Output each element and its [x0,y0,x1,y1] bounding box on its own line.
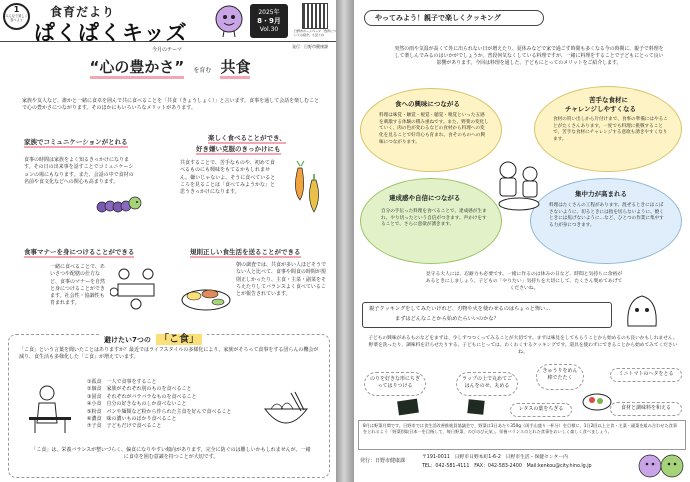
section-manners-text: 一緒に食べることで、あいさつや配膳の仕方など、食事のマナーを自然と身につけることができます。社会性・協調性も育まれます。 [50,264,106,307]
theme-heading [70,56,270,77]
bubble-text: 料理はたくさんの工程があります。混ぜるときにはこぼさないように、切るときには指を切らないように、焼くときには焦げないように…など、ひとつの作業に集中する力が身につきます。 [549,203,664,228]
advice-text: 子どもの興味があるものなどをまずは、少しずつつくってみることが大切です。まずは味見をしてもらうことから始めるのも良いかもしれません。野菜を洗ったり、調味料を計らせたりする、子どもにとっては、わくわくするクッキングです。道具を使わずにできることから始めてみてくださいね。 [368,336,678,355]
list-item-desc: 子どもだけで食べること [106,423,162,430]
idea-text: のりを好きな形にちぎってはりつける [369,376,420,390]
idea-bubble-4 [610,368,682,382]
bubble-title: 達成感や自信につながる [389,194,461,202]
ramen-illustration [261,391,311,435]
list-item-key: ⑤粉食 [87,408,102,415]
idea-text: 食材と調味料を和える [620,405,671,411]
bubble-title-2: チャレンジしやすくなる [565,105,636,113]
mascot-icon [214,4,244,38]
section-enjoy-title-2: 好き嫌い克服のきっかけにも [196,145,281,153]
idea-text: ラップの上で丸めてごはんをのせ、丸める [462,376,512,390]
badge-text: みんなで楽しく [5,14,28,18]
list-item-key: ②個食 [87,386,102,393]
footer-characters-icon [636,448,686,478]
section-family-title: 家族でコミュニケーションがとれる [24,138,128,146]
bubble-text: 食材の買い出しから片付けまで、食事の準備にはやることがたくさんあります。一度でも料理に挑戦することで、苦手な食材にチャレンジする意欲も湧きやすくなります。 [553,117,668,142]
person-eating-illustration [27,383,73,433]
list-item-desc: パンや麺類など粉から作られた主食を好んで食べること [106,408,232,415]
section-enjoy-title-1: 楽しく食べることができ、 [208,134,286,142]
idea-text: きゅうりをめん棒でたたく [542,368,578,382]
page2-title: やってみよう！親子で楽しくクッキング [364,10,544,26]
koshoku-title-main: 「こ食」 [156,334,202,345]
issue-year: 2025年 [258,9,280,16]
issue-volume: Vol.30 [259,26,279,33]
newsletter-page-1 [0,0,336,482]
footer-publisher: 発行：日野市健康課 [360,458,406,464]
idea-bubble-6 [610,402,682,416]
kids-cooking-illustration [494,150,544,212]
idea-bubble-2 [456,372,518,396]
book-gutter [336,0,354,482]
intro-text: 家族や友人など、誰かと一緒に食卓を囲んで共に食べることを「共食（きょうしょく）」と言います。食事を通して会話を楽しむことで心の豊かさにつながります。そのほかにもいろいろなメリットがあります。 [22,98,320,112]
list-item-key: ③固食 [87,393,102,400]
section-regular-text: 朝の調査では、共食が多い人ほどそうでない人と比べて、食事や間食の時間が規則正しかったり、主食・主菜・副菜をそろえたりしてバランスよく食べていることが報告されています。 [236,262,327,297]
speech-line-2: まずはどんなことから始めたらいいのかな？ [395,316,499,322]
idea-bubble-5 [510,403,572,417]
list-item [87,401,247,408]
bubble-focus [530,178,682,264]
koshoku-list [87,379,247,431]
list-item-key: ⑥濃食 [87,416,102,423]
badge-number: 1 [13,5,20,14]
list-item-desc: 自分の好きなものしか食べないこと [106,401,187,408]
qr-caption: 日野市ホームページ「食育についての紹介」も見てね [294,29,336,37]
bubble-challenge [534,86,682,172]
list-item-desc: 味の濃いものばかり食べること [106,416,177,423]
bubble-title: 集中力が高まれる [575,190,627,198]
seaweed-illustration [397,399,419,416]
list-item-desc: それぞれがバラバラなものを食べること [106,393,197,400]
header-title: ぱくぱくキッズ [34,21,188,45]
list-item-key: ①孤食 [87,379,102,385]
list-item-key: ⑦子食 [87,423,102,430]
bubble-title: 食への興味につながる [395,100,460,108]
seaweed-illustration-2 [467,399,484,415]
list-item [87,386,247,393]
theme-label: 今月のテーマ [152,47,183,53]
section-family-text: 食事の時間は家族をよく知るきっかけになります。その日の出来事を話すことでコミュニケーションの場にもなります。また、会話の中で食材の名前や食文化などへの関心も高まります。 [24,157,134,185]
issue-info-box [250,4,288,38]
idea-text: レタスの葉をちぎる [518,406,564,412]
idea-bubble-1 [364,372,426,396]
bubble-text: 料理は味覚・触覚・視覚・聴覚・嗅覚といった五感を刺激する体験の積み重ねです。また、野菜の変化していく、肉の色が変わるなどの食材から料理への変化を見ることで好奇心も育まれ、食そのものへの興味につながります。 [379,113,489,145]
idea-bubble-3 [536,364,584,390]
theme-mid: を育む [193,67,212,74]
footer-address: 〒191-0011 日野市日野本町1-6-2 日野市生活・保健センター内 [422,455,568,460]
koshoku-box [8,334,330,478]
bubble-interest [360,88,502,172]
note-box: 8月は野菜月間です。日野市では食生活改善推進員協議会で、野菜は1日あたり350g（両手山盛り一杯分）を目標に、1日2回以上主食・主菜・副菜を組み合わせた食事をとれるよう「野菜摂取日本一を目指して、毎日野菜、のびのび元気」。栄養バランスのとれた食事をおいしく楽しく食べましょう。 [358,420,686,450]
bubble-text: 自分の手伝った料理を食べることで、達成感が生まれ、やり切ったという自信がつきます。声かけをすることで、さらに意欲が湧きます。 [381,209,487,228]
ghost-character-icon [620,290,664,328]
newsletter-page-2 [354,0,690,482]
header-publisher: 発行：日野市健康課 [292,44,328,49]
speech-box [362,302,612,328]
page2-intro: 突然の雨や気温が高くて外に出られない日が増えたり、夏休みなどで家で過ごす時間も多くなる今の時期に、親子で料理をして楽しんでみるのはいかがでしょうか。普段何気なくしている料理ですが、一緒に料理をすることで子どもにとって良い影響があります。今回は料理を通した、子どもにとってのメリットをご紹介します。 [394,46,664,67]
speech-line-1: 親子クッキングをしてみたいけれど、刃物や火を使わせるのはちょっと怖い… [369,306,551,312]
veggie-plate-illustration [582,388,612,412]
theme-main: “心の豊かさ” [90,58,185,79]
issue-month: 8・9月 [257,17,281,25]
badge-text-2: 食べよう [10,18,23,22]
header-rule [0,41,336,42]
family-table-illustration [110,262,162,312]
bubble-title: 苦手な食材に [589,96,628,104]
issue-badge [3,3,30,30]
list-item-desc: 家族がそれぞれ別のものを食べること [106,386,192,393]
qr-code-icon[interactable] [302,3,328,29]
section-enjoy-text: 共食することで、苦手なものや、初めて食べるものにも興味をもてるかもしれません。嫌いじゃないよ、そうに食べているところを見ることは「食べてみようかな」と思うきっかけになります。 [180,160,276,195]
bubble-confidence [360,178,502,264]
section-manners-title: 食事マナーを身につけることができる [24,248,135,256]
theme-end: 共食 [220,58,250,79]
header-subtitle: 食育だより [50,5,116,19]
idea-text: ミニトマトのヘタをとる [618,371,674,377]
vegetables-illustration [284,160,328,216]
koshoku-title-pre: 避けたい7つの [104,336,151,344]
koshoku-footer: 「こ食」は、栄養バランスが整いづらく、偏食になりやすい傾向があります。完全に防ぐのは難しいかもしれませんが、一緒に食卓を囲む意識を持つことが大切です。 [31,447,311,461]
koshoku-title [99,327,207,346]
section-regular-title: 規則正しい食生活を送ることができる [190,248,301,256]
list-item-key: ④小食 [87,401,102,408]
meal-illustration [180,274,232,314]
list-item [87,409,247,416]
list-item [87,423,247,430]
list-item-desc: 一人で食事をすること [106,379,157,385]
koshoku-intro: 「こ食」という言葉を聞いたことはありますか？最近ではライフスタイルの多様化により、家族がそろって食事をする団らんの機会が減り、食生活も多様化した「こ食」が増えています。 [19,347,319,361]
middle-text: 見守る大人には、忍耐力も必要です。一緒に作るのは休みの日など、時間と気持ちに余裕があるときにしましょう。子どもの「やりたい」気持ちを大切にして、たくさん褒めてあげてくださいね。 [425,272,623,291]
footer-contact: TEL：042-581-4111 FAX：042-583-2400 Mail:kenkou@city.hino.lg.jp [422,464,592,469]
caterpillar-illustration [96,192,144,216]
